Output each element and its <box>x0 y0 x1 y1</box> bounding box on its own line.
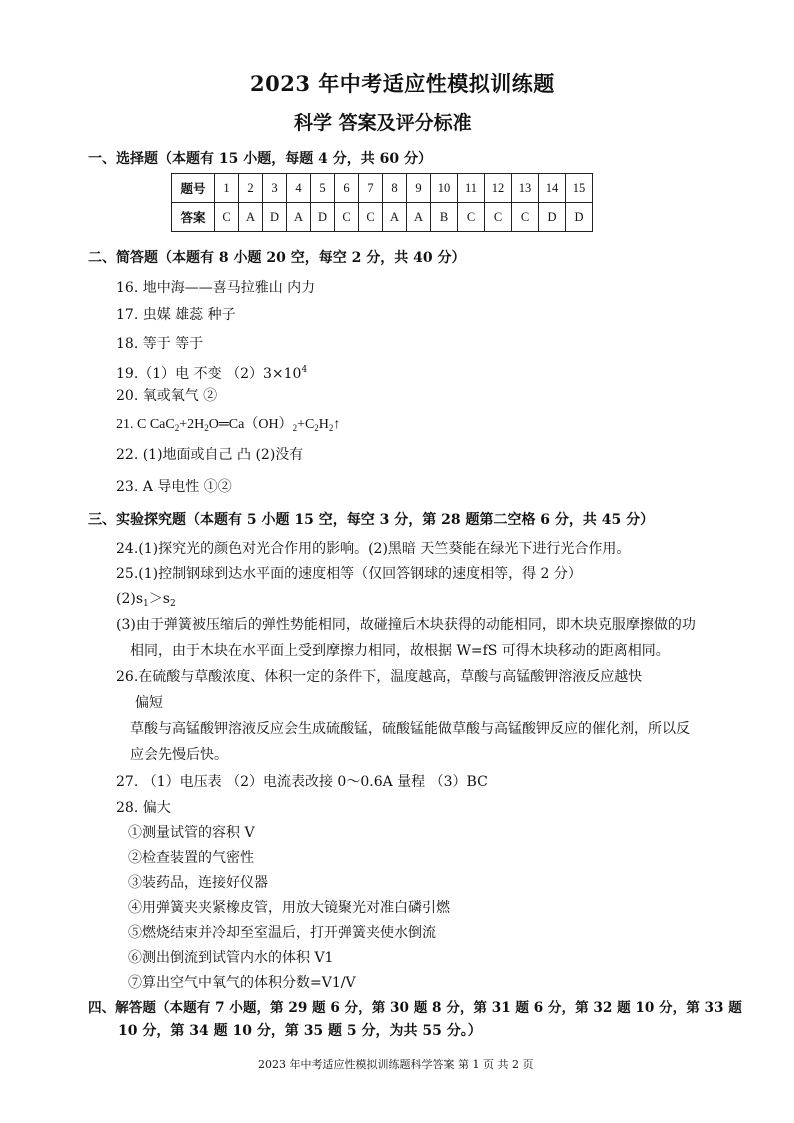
subscript: 1 <box>143 599 149 609</box>
question-number: 3 <box>263 174 287 203</box>
question-number: 1 <box>215 174 239 203</box>
answer-line-24: 24.(1)探究光的颜色对光合作用的影响。(2)黑暗 天竺葵能在绿光下进行光合作用。 <box>116 541 631 557</box>
question-number: 9 <box>407 174 431 203</box>
answer-cell: C <box>359 203 383 232</box>
section-2-heading: 二、简答题（本题有 8 小题 20 空，每空 2 分，共 40 分） <box>88 250 466 266</box>
answer-line-25-3b: 相同，由于木块在水平面上受到摩擦力相同，故根据 W=fS 可得木块移动的距离相同。 <box>130 643 670 659</box>
step-list-item: ⑤燃烧结束并冷却至室温后，打开弹簧夹使水倒流 <box>128 925 436 941</box>
answer-cell: D <box>539 203 566 232</box>
answer-21-text: H <box>318 417 329 432</box>
section-1-heading: 一、选择题（本题有 15 小题，每题 4 分，共 60 分） <box>88 151 432 167</box>
answer-line-26a: 26.在硫酸与草酸浓度、体积一定的条件下，温度越高，草酸与高锰酸钾溶液反应越快 <box>116 669 643 685</box>
step-list-item: ②检查装置的气密性 <box>128 850 254 866</box>
question-number: 14 <box>539 174 566 203</box>
table-row-label-number: 题号 <box>172 174 215 203</box>
answer-line-21 <box>116 413 340 433</box>
answer-19-text: 19.（1）电 不变 （2）3×10 <box>116 366 302 382</box>
question-number: 7 <box>359 174 383 203</box>
table-row-label-answer: 答案 <box>172 203 215 232</box>
subscript: 2 <box>174 423 180 433</box>
answer-25-text: (2)s <box>116 591 144 607</box>
answer-cell: B <box>431 203 458 232</box>
answer-21-text: O═Ca（OH） <box>208 417 293 432</box>
question-number: 13 <box>512 174 539 203</box>
question-number: 5 <box>311 174 335 203</box>
section-4-heading: 四、解答题（本题有 7 小题，第 29 题 6 分，第 30 题 8 分，第 31 题 6 分，第 32 题 10 分，第 33 题 <box>88 1000 742 1016</box>
answer-line-25-3a: (3)由于弹簧被压缩后的弹性势能相同，故碰撞后木块获得的动能相同，即木块克服摩擦做的功 <box>116 617 696 633</box>
answer-cell: C <box>485 203 512 232</box>
subscript: 2 <box>292 423 298 433</box>
answer-table-answer-row <box>172 203 593 232</box>
step-list-item: ①测量试管的容积 V <box>128 825 255 841</box>
answer-line-19 <box>116 363 307 383</box>
answer-line-22: 22. (1)地面或自己 凸 (2)没有 <box>116 447 304 463</box>
answer-19-exponent: 4 <box>301 365 308 375</box>
page-title: 2023 年中考适应性模拟训练题 <box>250 71 555 96</box>
answer-line-20: 20. 氧或氧气 ② <box>116 388 218 404</box>
answer-cell: D <box>311 203 335 232</box>
answer-line-17: 17. 虫媒 雄蕊 种子 <box>116 307 236 323</box>
subscript: 2 <box>328 423 334 433</box>
answer-cell: C <box>458 203 485 232</box>
answer-21-text: +2H <box>179 417 205 432</box>
step-list-item: ④用弹簧夹夹紧橡皮管，用放大镜聚光对准白磷引燃 <box>128 900 450 916</box>
subscript: 2 <box>169 599 176 609</box>
question-number: 6 <box>335 174 359 203</box>
answer-cell: A <box>239 203 263 232</box>
subscript: 2 <box>204 423 209 433</box>
question-number: 2 <box>239 174 263 203</box>
answer-25-text: ＞s <box>148 591 170 607</box>
answer-21-text: +C <box>297 417 315 432</box>
answer-21-text: 21. C CaC <box>116 417 175 432</box>
question-number: 4 <box>287 174 311 203</box>
section-4-heading-continued: 10 分，第 34 题 10 分，第 35 题 5 分，为共 55 分。） <box>118 1023 482 1039</box>
section-3-heading: 三、实验探究题（本题有 5 小题 15 空，每空 3 分，第 28 题第二空格 6 分，共 45 分） <box>88 512 655 528</box>
answer-line-28: 28. 偏大 <box>116 800 171 816</box>
question-number: 11 <box>458 174 485 203</box>
answer-cell: D <box>566 203 593 232</box>
answer-table <box>171 173 593 232</box>
step-list-item: ⑥测出倒流到试管内水的体积 V1 <box>128 950 334 966</box>
answer-table-number-row <box>172 174 593 203</box>
answer-line-25-2 <box>116 588 176 609</box>
answer-line-18: 18. 等于 等于 <box>116 336 204 352</box>
answer-line-25-1: 25.(1)控制钢球到达水平面的速度相等（仅回答钢球的速度相等，得 2 分） <box>116 566 582 582</box>
answer-cell: C <box>512 203 539 232</box>
answer-cell: A <box>407 203 431 232</box>
subscript: 2 <box>314 423 319 433</box>
answer-line-16: 16. 地中海——喜马拉雅山 内力 <box>116 280 316 296</box>
step-list-item: ⑦算出空气中氧气的体积分数=V1/V <box>128 975 356 991</box>
answer-line-26d: 应会先慢后快。 <box>130 747 228 763</box>
answer-line-23: 23. A 导电性 ①② <box>116 479 232 495</box>
answer-cell: D <box>263 203 287 232</box>
question-number: 10 <box>431 174 458 203</box>
step-list-item: ③装药品，连接好仪器 <box>128 875 268 891</box>
answer-line-27: 27. （1）电压表 （2）电流表改接 0～0.6A 量程 （3）BC <box>116 774 488 790</box>
question-number: 8 <box>383 174 407 203</box>
answer-21-text: ↑ <box>333 417 341 432</box>
answer-line-26b: 偏短 <box>135 695 163 711</box>
answer-cell: A <box>383 203 407 232</box>
page-footer: 2023 年中考适应性模拟训练题科学答案 第 1 页 共 2 页 <box>258 1058 534 1071</box>
question-number: 12 <box>485 174 512 203</box>
answer-cell: A <box>287 203 311 232</box>
page-subtitle: 科学 答案及评分标准 <box>294 112 472 134</box>
answer-cell: C <box>335 203 359 232</box>
answer-cell: C <box>215 203 239 232</box>
question-number: 15 <box>566 174 593 203</box>
answer-line-26c: 草酸与高锰酸钾溶液反应会生成硫酸锰，硫酸锰能做草酸与高锰酸钾反应的催化剂，所以反 <box>130 721 690 737</box>
